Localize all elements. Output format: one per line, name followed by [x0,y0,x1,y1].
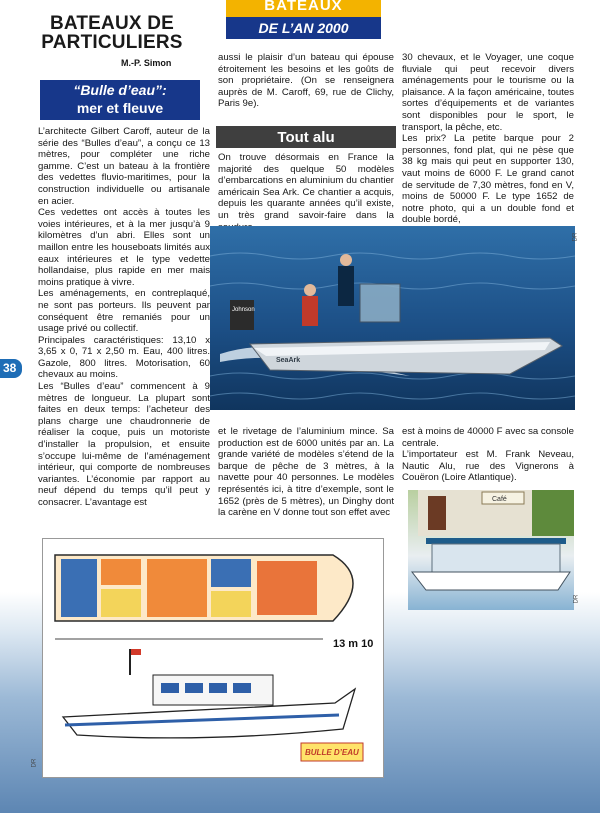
plan-badge-text: BULLE D’EAU [305,748,359,757]
plan-living-area [147,559,207,617]
shop-sign-text: Café [492,496,507,503]
paragraph: L’architecte Gilbert Caroff, auteur de la série des “Bulles d’eau”, a conçu ce 13 mètres, pour compléter une riche gamme. C’est un bateau à la frontière des vedettes fluvio-maritimes, pour la construction individuelle ou artisanale en acier. [38,126,210,207]
ferry-illustration [408,490,574,610]
paragraph: Les “Bulles d’eau” commencent à 9 mètres de longueur. La plupart sont faites en deux temps: l’acheteur des plans charge une chaudronnerie de réaliser la coque, puis un motoriste d’installer la propulsion, et ensuite s’occupe lui-même de l’aménagement intérieur, qui comporte de nombreuses variantes. L’économie par rapport au neuf dépend du temps qu’il peut y consacrer. L’avantage est [38,381,210,508]
outboard-motor [230,300,254,330]
paragraph: aussi le plaisir d’un bateau qui épouse étroitement les besoins et les goûts de son propriétaire. (On se renseignera auprès de M. Caroff, 69, rue de Clichy, Paris 9e). [218,52,394,110]
profile-window [209,683,227,693]
plan-forward-cabin [257,561,317,615]
person-seated [304,284,316,296]
paragraph: est à moins de 40000 F avec sa console centrale. [402,426,574,449]
ferry-cabin [432,544,560,572]
plan-wheelhouse [211,591,251,617]
paragraph: et le rivetage de l’aluminium mince. Sa production est de 6000 unités par an. La grande variété de modèles s’étend de la barque de pêche de 3 mètres, à la navette pour 40 personnes. Le modèles représentés ici, à titre d’exemple, sont le 1652 (près de 5 mètres), un Dinghy dont la carène en V donne tout son effet avec [218,426,394,519]
paragraph: On trouve désormais en France la majorité des quelque 50 modèles d’embarcations en aluminium du chantier américain Sea Ark. Ce chantier a acquis, depuis les quarante années qu’il existe, un très grand savoir-faire dans la [218,152,394,221]
person-seated-body [302,296,318,326]
plan-bathroom [211,559,251,587]
kicker-title: BATEAUX DE PARTICULIERS [41,13,183,53]
profile-window [233,683,251,693]
article-title-line1: “Bulle d’eau”: [73,82,167,98]
paragraph: Ces vedettes ont accès à toutes les voies intérieures, et à la mer jusqu’à 9 kilomètres d’un abri. Elles sont un maillon entre les houseboats limités aux eaux intérieures et le type vedette hollandaise, plus rapide en mer mais moins pratique à vivre. [38,207,210,288]
motor-brand: Johnson [232,307,255,313]
plan-saloon [101,589,141,617]
middle-intro-text [218,152,394,233]
boat-console [360,284,400,322]
ferry-canopy [426,538,566,544]
plan-cabin-aft [61,559,97,617]
left-column-text [38,126,210,509]
profile-window [185,683,203,693]
ferry-hull [412,572,570,590]
person-standing-body [338,266,354,306]
plan-length-label: 13 m 10 [333,638,374,650]
building-door [428,496,446,530]
photo-credit: DR [573,594,580,604]
profile-flagpole [129,649,131,675]
ferry-boat-photo [408,490,574,610]
section-title-tout-alu [216,126,396,148]
photo-credit: DR [31,758,38,768]
paragraph: Les aménagements, en contreplaqué, ne sont pas porteurs. Ils peuvent par conséquent être remaniés pour un usage privé ou collectif. [38,288,210,335]
wave-pattern [210,253,575,399]
right-top-text [402,52,574,226]
trees [532,490,574,536]
paragraph: L’importateur est M. Frank Neveau, Nautic Alu, rue des Vignerons à Couëron (Loire Atlantique). [402,449,574,484]
article-title-line2: mer et fleuve [76,100,164,116]
author-byline: M.-P. Simon [121,58,172,68]
boat-illustration [210,226,575,410]
middle-bottom-text [218,426,394,519]
right-bottom-text [402,426,574,484]
paragraph: 30 chevaux, et le Voyager, une coque fluviale qui peut recevoir divers aménagements pour le tourisme ou la plaisance. A la façon américaine, toutes sortes d’équipements et de variantes sont disponibles pour le sport, le transport, la pêche, etc. [402,52,574,133]
boat-plan-drawing [42,538,384,778]
section-banner-bottom [226,17,381,39]
paragraph: Principales caractéristiques: 13,10 x 3,65 x 0, 71 x 2,50 m. Eau, 400 litres. Gazole, 800 litres. Motorisation, 60 chevaux au moins. [38,334,210,381]
profile-window [161,683,179,693]
aluminium-boat-photo [210,226,575,410]
banner-top-label: BATEAUX [264,0,343,14]
section-title-label: Tout alu [277,129,335,146]
middle-top-text [218,52,394,110]
boat-brand: SeaArk [276,357,301,364]
photo-credit: DR [572,232,579,242]
page-number-tab [0,359,22,378]
person-standing [340,254,352,266]
paragraph: Les prix? La petite barque pour 2 personnes, fond plat, qui ne pèse que 38 kg mais qui peut en supporter 130, vaut moins de 6000 F. Le grand canot de servitude de 7,30 mètres, fond en V, moins de 50000 F. Le type 1652 de notre photo, qui a un double fond et double bordé, [402,133,574,226]
article-title-bar [40,80,200,120]
plan-illustration [43,539,383,777]
section-banner-top [226,0,381,17]
profile-flag [131,649,141,655]
page-number: 38 [3,361,17,375]
plan-galley [101,559,141,585]
banner-bottom-label: DE L’AN 2000 [258,20,349,36]
